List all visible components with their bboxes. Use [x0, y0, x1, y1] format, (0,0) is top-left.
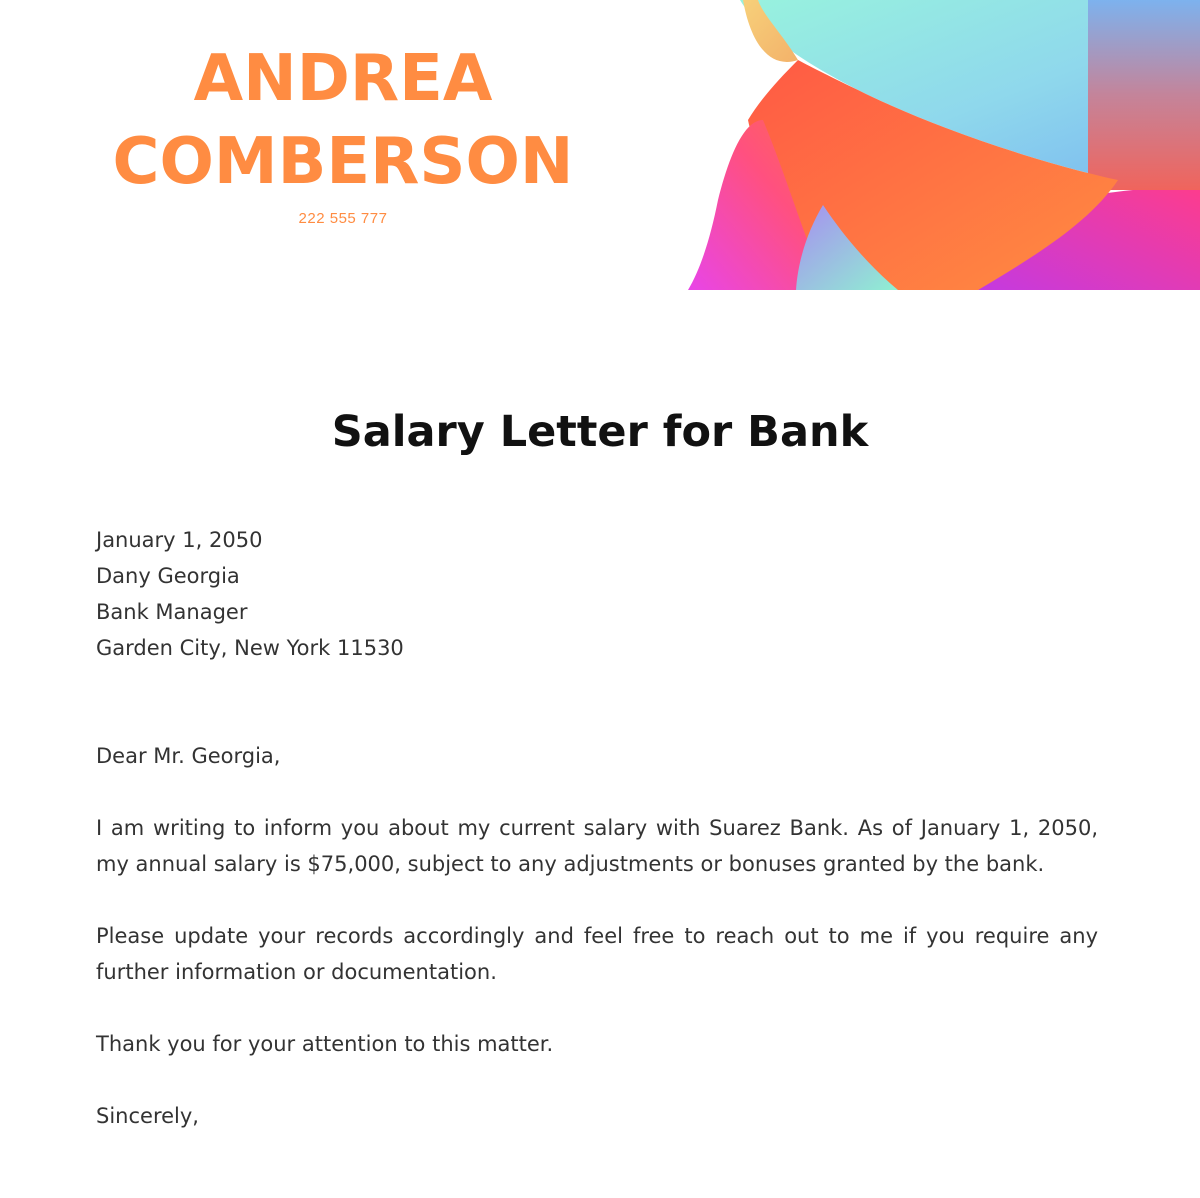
- closing: Sincerely,: [96, 1104, 199, 1128]
- letter-body: [96, 522, 1098, 1134]
- recipient-address-block: [96, 522, 1098, 666]
- abstract-gradient-art: [688, 0, 1200, 290]
- sender-phone: 222 555 777: [298, 210, 388, 227]
- sender-name: [0, 38, 686, 204]
- body-paragraph-2: Please update your records accordingly and feel free to reach out to me if you require any further information or documentation.: [96, 924, 1098, 984]
- sender-block: [0, 38, 686, 227]
- sender-name-first: ANDREA: [193, 42, 493, 116]
- letterhead: [0, 0, 1200, 290]
- recipient-address: Garden City, New York 11530: [96, 636, 404, 660]
- recipient-title: Bank Manager: [96, 600, 248, 624]
- letter-date: January 1, 2050: [96, 528, 263, 552]
- recipient-name: Dany Georgia: [96, 564, 240, 588]
- sender-name-last: COMBERSON: [112, 125, 574, 199]
- salutation: Dear Mr. Georgia,: [96, 744, 281, 768]
- body-paragraph-1: I am writing to inform you about my current salary with Suarez Bank. As of January 1, 2050, my annual salary is $75,000, subject to any adjustments or bonuses granted by the bank.: [96, 816, 1098, 876]
- body-paragraph-3: Thank you for your attention to this matter.: [96, 1032, 554, 1056]
- document-title: Salary Letter for Bank: [331, 407, 869, 457]
